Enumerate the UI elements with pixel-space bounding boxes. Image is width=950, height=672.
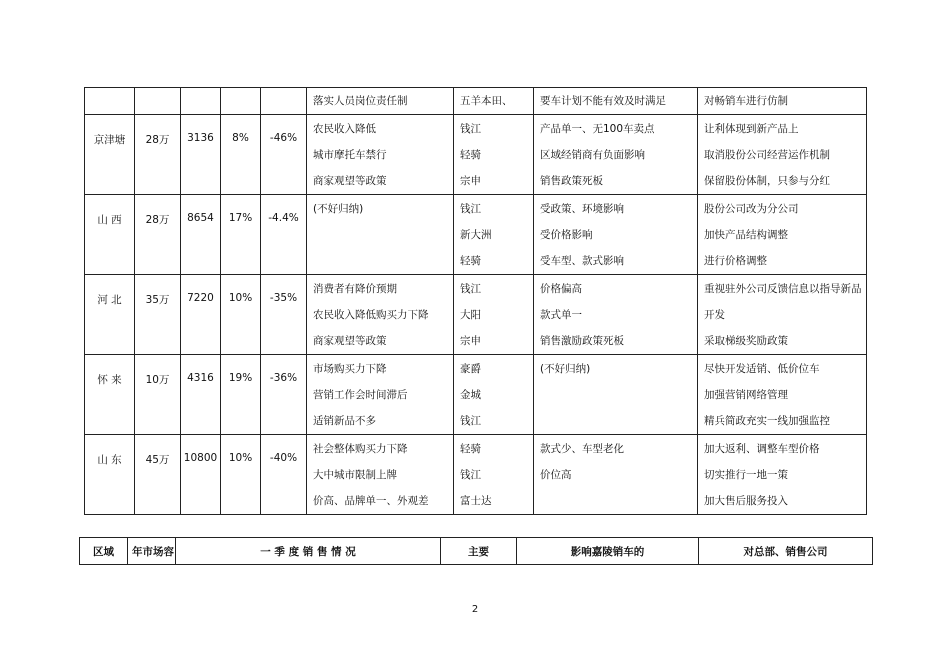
- sales-cell: 7220: [187, 292, 214, 304]
- competitor-line: 轻骑: [460, 149, 481, 161]
- market-size-cell: 35万: [145, 294, 170, 306]
- growth-cell: -40%: [269, 452, 298, 464]
- reason-line: 城市摩托车禁行: [313, 149, 387, 161]
- page-number: 2: [471, 604, 479, 615]
- competitor-line: 轻骑: [460, 255, 481, 267]
- sales-analysis-table: [84, 87, 867, 515]
- header-market: 年市场容: [128, 538, 176, 565]
- suggestion-line: 保留股份体制，只参与分红: [704, 175, 830, 187]
- competitor-line: 钱江: [460, 415, 481, 427]
- market-size-cell: 28万: [145, 134, 170, 146]
- header-main: 主要: [441, 538, 517, 565]
- reason-line: 农民收入降低购买力下降: [313, 309, 429, 321]
- competitor-line: 钱江: [460, 203, 481, 215]
- competitor-line: 豪爵: [460, 363, 481, 375]
- growth-cell: -46%: [269, 132, 298, 144]
- reason-line: 大中城市限制上牌: [313, 469, 397, 481]
- reason-line: 价高、品牌单一、外观差: [313, 495, 429, 507]
- reason-line: 农民收入降低: [313, 123, 376, 135]
- region-cell: 河 北: [97, 294, 122, 306]
- market-size-cell: 10万: [145, 374, 170, 386]
- suggestion-line: 加强营销网络管理: [704, 389, 788, 401]
- competitor-line: 富士达: [460, 495, 492, 507]
- reason-line: 市场购买力下降: [313, 363, 387, 375]
- suggestion-line: 股份公司改为分公司: [704, 203, 799, 215]
- factor-line: 价位高: [540, 469, 572, 481]
- table-row: [85, 115, 867, 195]
- factor-line: 受政策、环境影响: [540, 203, 624, 215]
- header-suggestions: 对总部、销售公司: [699, 538, 873, 565]
- factor-line: 销售激励政策死板: [540, 335, 624, 347]
- factor-line: 款式单一: [540, 309, 582, 321]
- sales-cell: 4316: [187, 372, 214, 384]
- share-cell: 17%: [228, 212, 253, 224]
- share-cell: 10%: [228, 292, 253, 304]
- growth-cell: -35%: [269, 292, 298, 304]
- factor-line: 价格偏高: [540, 283, 582, 295]
- region-cell: 山 东: [97, 454, 122, 466]
- factor-line: 受价格影响: [540, 229, 593, 241]
- competitor-line: 新大洲: [460, 229, 492, 241]
- suggestion-line: 切实推行一地一策: [704, 469, 788, 481]
- suggestion-line: 开发: [704, 309, 725, 321]
- suggestion-line: 加大返利、调整车型价格: [704, 443, 820, 455]
- share-cell: 8%: [232, 132, 249, 144]
- suggestion-cell: 对畅销车进行仿制: [704, 95, 788, 107]
- reason-cell: 落实人员岗位责任制: [313, 95, 408, 107]
- growth-cell: -4.4%: [268, 212, 299, 224]
- growth-cell: -36%: [269, 372, 298, 384]
- factor-line: (不好归纳): [540, 363, 591, 375]
- table-row: [85, 435, 867, 515]
- table-row: [85, 275, 867, 355]
- reason-line: 商家观望等政策: [313, 175, 387, 187]
- region-cell: 京津塘: [93, 134, 126, 146]
- factor-line: 区域经销商有负面影响: [540, 149, 645, 161]
- header-row: [80, 538, 873, 565]
- suggestion-line: 采取梯级奖励政策: [704, 335, 788, 347]
- reason-line: (不好归纳): [313, 203, 364, 215]
- competitor-line: 宗申: [460, 335, 481, 347]
- competitor-line: 钱江: [460, 123, 481, 135]
- reason-line: 适销新品不多: [313, 415, 376, 427]
- suggestion-line: 取消股份公司经营运作机制: [704, 149, 830, 161]
- competitor-line: 钱江: [460, 469, 481, 481]
- suggestion-line: 让利体现到新产品上: [704, 123, 799, 135]
- competitor-cell: 五羊本田、: [460, 95, 513, 107]
- share-cell: 19%: [228, 372, 253, 384]
- region-cell: 怀 来: [97, 374, 122, 386]
- header-q1-sales: 一 季 度 销 售 情 况: [176, 538, 441, 565]
- competitor-line: 大阳: [460, 309, 481, 321]
- suggestion-line: 进行价格调整: [704, 255, 767, 267]
- sales-cell: 3136: [187, 132, 214, 144]
- reason-line: 商家观望等政策: [313, 335, 387, 347]
- region-cell: 山 西: [97, 214, 122, 226]
- competitor-line: 金城: [460, 389, 481, 401]
- competitor-line: 宗申: [460, 175, 481, 187]
- table-row: [85, 88, 867, 115]
- reason-line: 营销工作会时间滞后: [313, 389, 408, 401]
- competitor-line: 轻骑: [460, 443, 481, 455]
- market-size-cell: 45万: [145, 454, 170, 466]
- sales-cell: 8654: [187, 212, 214, 224]
- header-factors: 影响嘉陵销车的: [517, 538, 699, 565]
- suggestion-line: 重视驻外公司反馈信息以指导新品: [704, 283, 862, 295]
- factor-line: 产品单一、无100车卖点: [540, 123, 655, 135]
- factor-line: 款式少、车型老化: [540, 443, 624, 455]
- share-cell: 10%: [228, 452, 253, 464]
- suggestion-line: 精兵简政充实一线加强监控: [704, 415, 830, 427]
- sales-cell: 10800: [183, 452, 218, 464]
- suggestion-line: 尽快开发适销、低价位车: [704, 363, 820, 375]
- suggestion-line: 加大售后服务投入: [704, 495, 788, 507]
- repeated-header-table: [79, 537, 873, 565]
- reason-line: 消费者有降价预期: [313, 283, 397, 295]
- factor-line: 受车型、款式影响: [540, 255, 624, 267]
- market-size-cell: 28万: [145, 214, 170, 226]
- factor-cell: 要车计划不能有效及时满足: [540, 95, 666, 107]
- table-row: [85, 355, 867, 435]
- suggestion-line: 加快产品结构调整: [704, 229, 788, 241]
- factor-line: 销售政策死板: [540, 175, 603, 187]
- header-region: 区域: [80, 538, 128, 565]
- reason-line: 社会整体购买力下降: [313, 443, 408, 455]
- competitor-line: 钱江: [460, 283, 481, 295]
- table-row: [85, 195, 867, 275]
